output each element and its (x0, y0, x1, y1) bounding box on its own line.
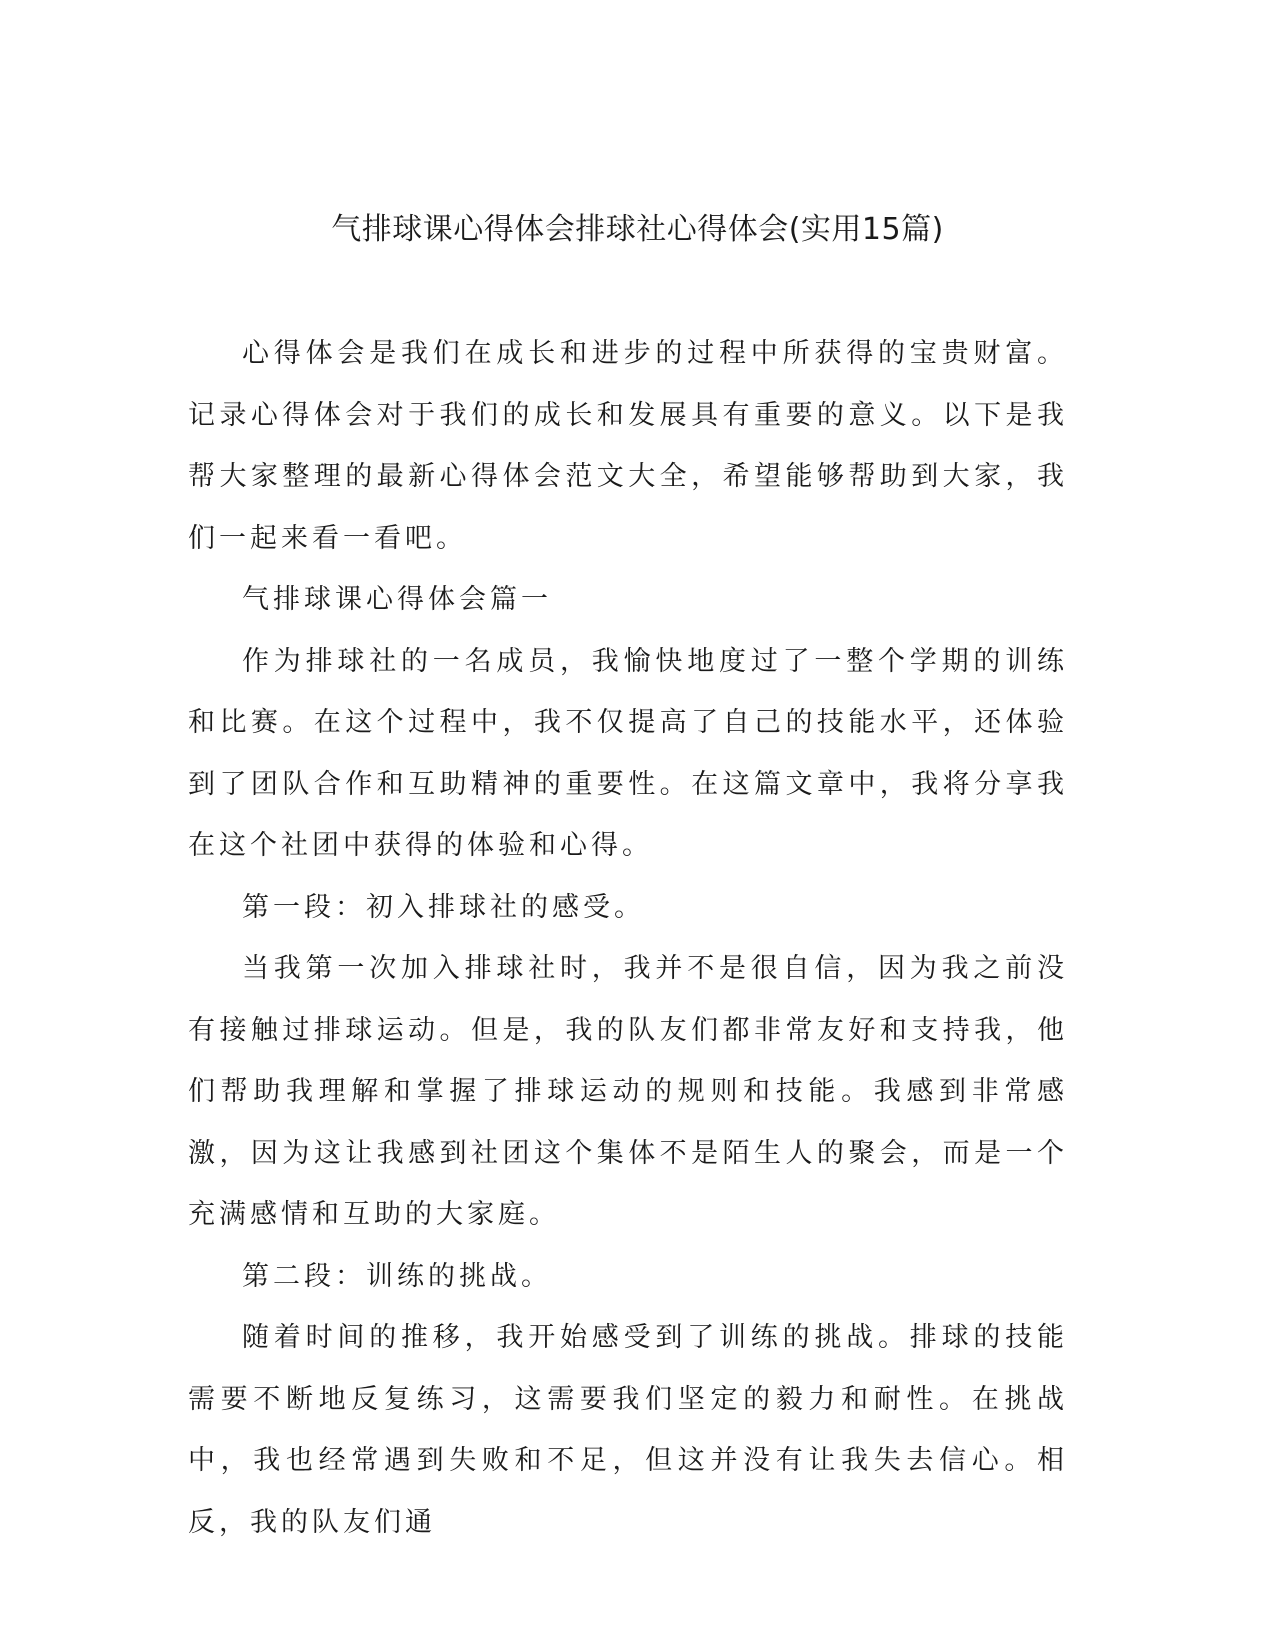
subsection-heading: 第一段：初入排球社的感受。 (242, 891, 645, 923)
subsection-heading: 第二段：训练的挑战。 (242, 1260, 552, 1292)
section-heading: 气排球课心得体会篇一 (242, 584, 552, 615)
document-title: 气排球课心得体会排球社心得体会(实用15篇) (331, 212, 944, 247)
body-paragraph: 作为排球社的一名成员，我愉快地度过了一整个学期的训练和比赛。在这个过程中，我不仅提高了自己的技能水平，还体验到了团队合作和互助精神的重要性。在这篇文章中，我将分享我在这个社团中获得的体验和心得。 (188, 645, 1068, 861)
intro-paragraph: 心得体会是我们在成长和进步的过程中所获得的宝贵财富。记录心得体会对于我们的成长和发展具有重要的意义。以下是我帮大家整理的最新心得体会范文大全，希望能够帮助到大家，我们一起来看一看吧。 (188, 338, 1068, 554)
body-paragraph: 当我第一次加入排球社时，我并不是很自信，因为我之前没有接触过排球运动。但是，我的队友们都非常友好和支持我，他们帮助我理解和掌握了排球运动的规则和技能。我感到非常感激，因为这让我感到社团这个集体不是陌生人的聚会，而是一个充满感情和互助的大家庭。 (188, 953, 1068, 1230)
body-paragraph: 随着时间的推移，我开始感受到了训练的挑战。排球的技能需要不断地反复练习，这需要我们坚定的毅力和耐性。在挑战中，我也经常遇到失败和不足，但这并没有让我失去信心。相反，我的队友们通 (188, 1322, 1068, 1538)
document-body (188, 323, 1068, 1553)
